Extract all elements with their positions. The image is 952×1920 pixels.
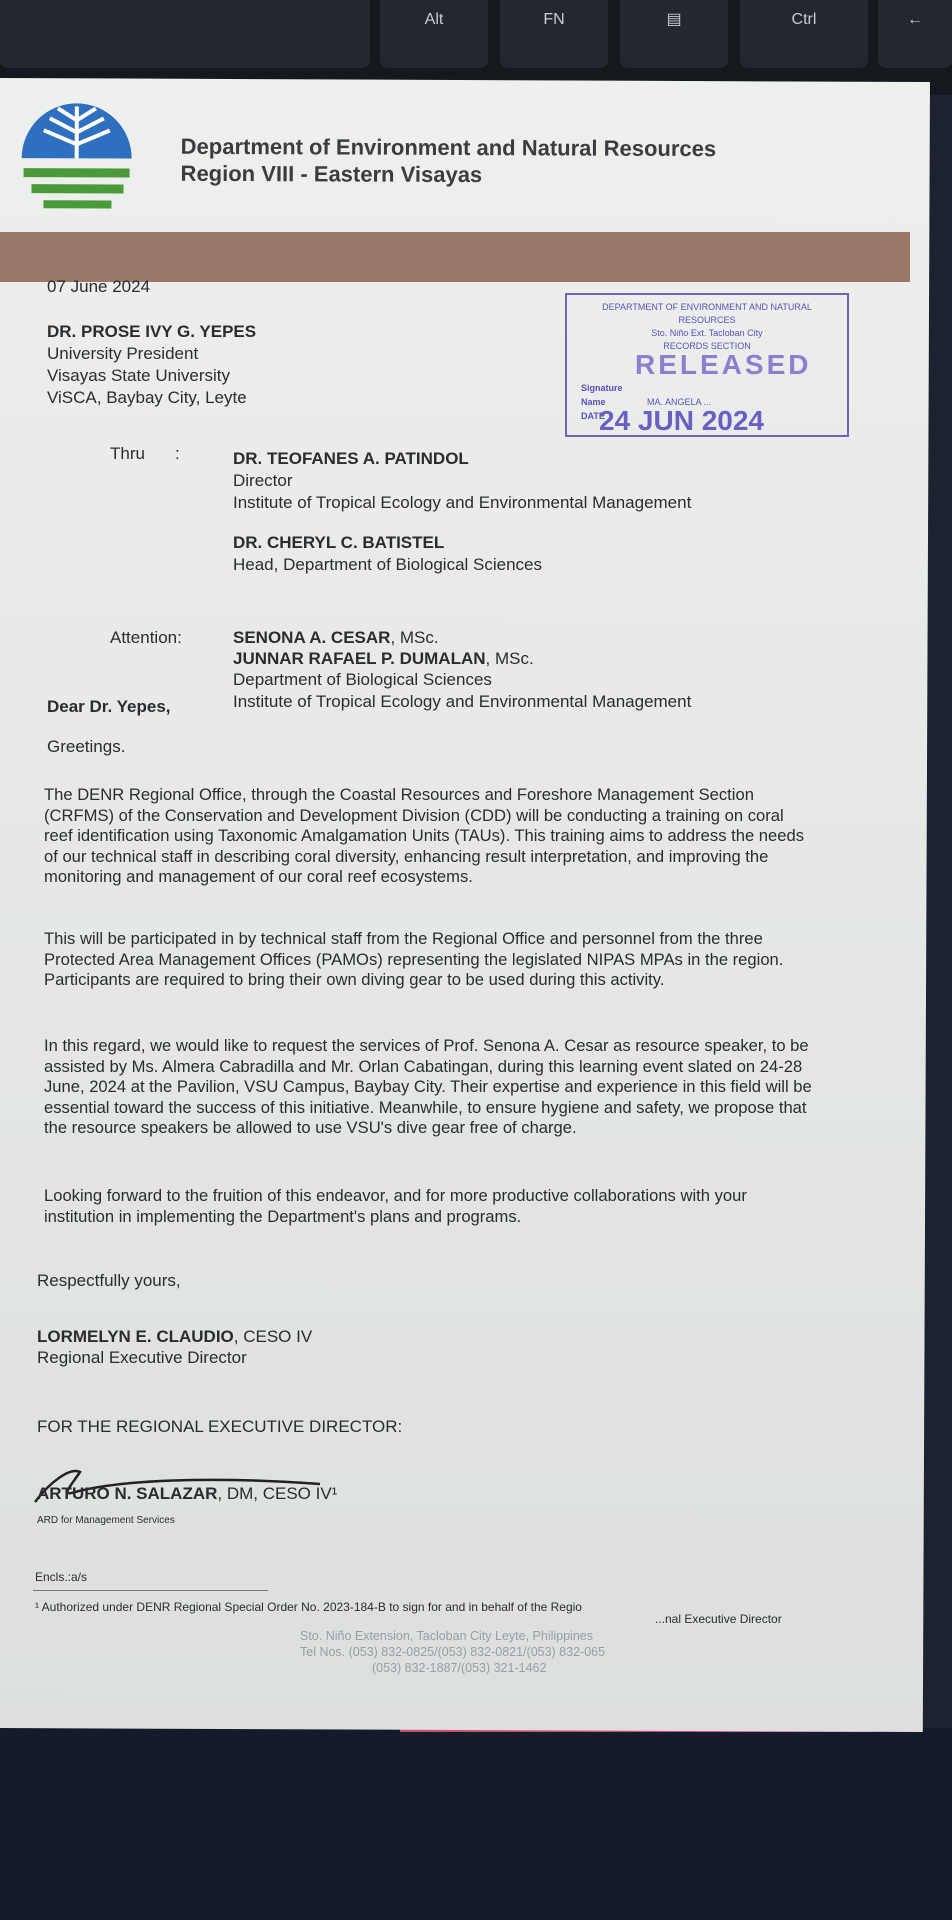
recipient-line: ViSCA, Baybay City, Leyte [47,388,247,407]
key-ctrl: Ctrl [740,0,868,68]
signatory2-suffix: , DM, CESO IV¹ [217,1484,338,1503]
denr-logo [17,98,136,224]
released-stamp [565,293,849,437]
footnote-continued: ...nal Executive Director [655,1612,782,1626]
attention-line: Institute of Tropical Ecology and Environmental Management [233,692,692,711]
body-paragraph: This will be participated in by technical staff from the Regional Office and personnel from the three Protected Area Management Offices (PAMOs) representing the legislated NIPAS MPAs in the region. Participants are required to bring their own diving gear to be used during this activity. [44,929,784,989]
stamp-header: Sto. Niño Ext. Tacloban City [651,328,763,338]
background-lap [0,1728,952,1920]
thru-name: DR. TEOFANES A. PATINDOL [233,449,469,468]
attention-label: Attention: [110,628,182,647]
thru-name: DR. CHERYL C. BATISTEL [233,533,445,552]
footnote: ¹ Authorized under DENR Regional Special Order No. 2023-184-B to sign for and in behalf of the Regio [35,1600,582,1614]
attention-person [233,628,439,648]
keyboard-key-blank [0,0,370,68]
thru-line: Institute of Tropical Ecology and Environmental Management [233,493,692,512]
key-menu: ▤ [620,0,728,68]
closing: Respectfully yours, [37,1271,181,1290]
address-line: Sto. Niño Extension, Tacloban City Leyte, Philippines [300,1629,593,1643]
org-region: Region VIII - Eastern Visayas [180,160,483,188]
thru-label: Thru [110,444,145,463]
thru-colon: : [175,444,180,463]
stamp-date-label: DATE [581,411,605,421]
signatory2-name-bold: ARTURO N. SALAZAR [37,1484,218,1503]
for-red: FOR THE REGIONAL EXECUTIVE DIRECTOR: [37,1417,403,1436]
stamp-name-value: MA. ANGELA ... [647,397,712,407]
letterhead-bar [0,232,910,282]
attention-line: Department of Biological Sciences [233,670,492,689]
signatory-name [37,1327,312,1347]
signatory2-title: ARD for Management Services [37,1515,175,1526]
body-paragraph: Looking forward to the fruition of this endeavor, and for more productive collaborations with your institution in implementing the Department's plans and programs. [44,1186,747,1226]
attention-suffix: , MSc. [390,628,439,647]
recipient-name: DR. PROSE IVY G. YEPES [47,322,257,341]
stamp-date-value: 24 JUN 2024 [599,405,765,436]
signatory-name-bold: LORMELYN E. CLAUDIO [37,1327,234,1346]
address-line: Tel Nos. (053) 832-0825/(053) 832-0821/(053) 832-065 [300,1645,606,1659]
body-paragraph: The DENR Regional Office, through the Coastal Resources and Foreshore Management Section (CRFMS) of the Conservation and Development Division (CDD) will be conducting a training on coral reef identification using Taxonomic Amalgamation Units (TAUs). This training aims to address the needs of our technical staff in describing coral diversity, enhancing result interpretation, and improving the monitoring and management of our coral reef ecosystems. [44,785,804,886]
body-paragraph: In this regard, we would like to request the services of Prof. Senona A. Cesar as resource speaker, to be assisted by Ms. Almera Cabradilla and Mr. Orlan Cabatingan, during this learning event slated on 24-28 June, 2024 at the Pavilion, VSU Campus, Baybay City. Their expertise and experience in this field will be essential toward the success of this initiative. Meanwhile, to ensure hygiene and safety, we propose that the resource speakers be allowed to use VSU's dive gear free of charge. [44,1036,812,1137]
recipient-line: Visayas State University [47,366,230,385]
greeting: Greetings. [47,737,126,756]
thru-line: Director [233,471,293,490]
org-name: Department of Environment and Natural Resources [180,133,717,162]
salutation: Dear Dr. Yepes, [47,697,171,716]
signatory-suffix: , CESO IV [233,1327,313,1346]
address-line: (053) 832-1887/(053) 321-1462 [372,1661,547,1675]
thru-line: Head, Department of Biological Sciences [233,555,542,574]
enclosures: Encls.:a/s [35,1570,88,1584]
attention-person [233,649,534,669]
signatory2-name [37,1484,337,1504]
stamp-header: RECORDS SECTION [663,341,751,351]
signatory-title: Regional Executive Director [37,1348,247,1367]
stamp-header: DEPARTMENT OF ENVIRONMENT AND NATURAL RESOURCES [602,302,812,325]
letter-date: 07 June 2024 [47,277,151,296]
letterhead-title [181,133,717,189]
stamp-status: RELEASED [635,349,812,380]
recipient-line: University President [47,344,199,363]
key-fn: FN [500,0,608,68]
key-alt: Alt [380,0,488,68]
attention-suffix: , MSc. [485,649,534,668]
stamp-signature-label: Signature [581,383,623,393]
attention-name: JUNNAR RAFAEL P. DUMALAN [233,649,486,668]
stamp-name-label: Name [581,397,606,407]
attention-name: SENONA A. CESAR [233,628,391,647]
key-left-arrow: ← [878,0,952,68]
footnote-divider [33,1590,268,1591]
